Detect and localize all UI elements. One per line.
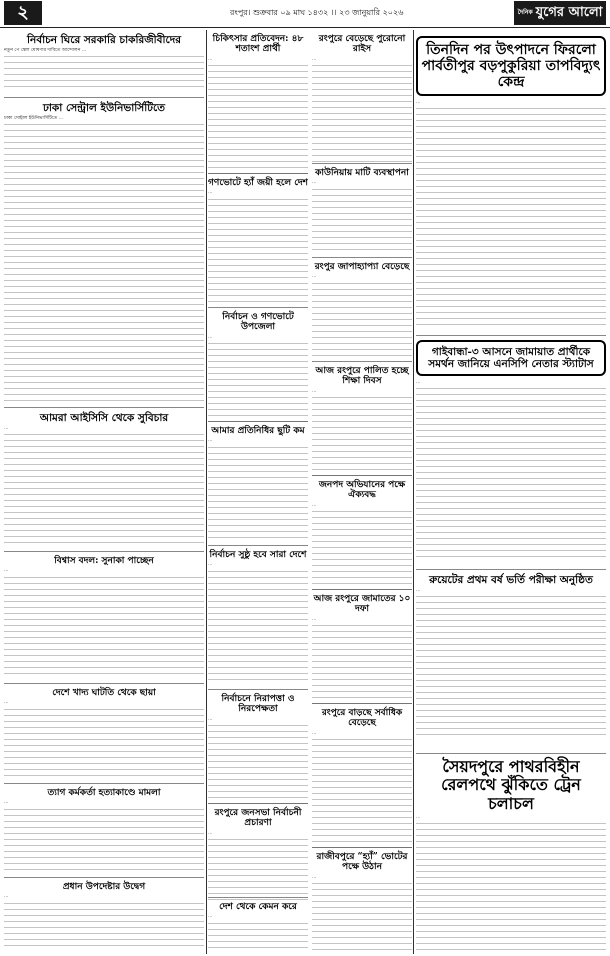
article	[416, 758, 606, 952]
article-headline: নির্বাচন ঘিরে সরকারি চাকরিজীবীদের	[26, 34, 182, 46]
article-body: ...	[208, 190, 213, 196]
article-body: নতুন পে স্কেল ঘোষণার দাবিতে আন্দোলন ...	[4, 48, 87, 54]
article-headline: দেশ থেকে কেমন করে	[219, 902, 297, 912]
article-body: ...	[4, 426, 9, 432]
body-text	[4, 434, 204, 546]
column-rule	[206, 30, 207, 954]
body-text	[312, 397, 412, 477]
article	[208, 34, 308, 174]
article-body: ...	[312, 730, 317, 736]
paper-title: যুগের আলো	[535, 5, 603, 20]
article	[312, 168, 412, 258]
article	[4, 788, 204, 878]
article-headline: আমরা আইসিসি থেকে সুবিচার	[39, 412, 169, 424]
article-body: ...	[416, 100, 421, 106]
article-headline: রংপুর জাপাহ্যাপ্যা বেড়েছে	[314, 262, 410, 272]
article	[208, 312, 308, 422]
article-body: ...	[312, 56, 317, 62]
body-text	[416, 108, 606, 328]
column-rule	[413, 30, 414, 954]
article-body: ...	[312, 180, 317, 186]
article-headline: ঢাকা সেন্ট্রাল ইউনিভার্সিটিতে	[42, 102, 166, 114]
article-headline: রুয়েটের প্রথম বর্ষ ভর্তি পরীক্ষা অনুষ্ঠিত	[429, 574, 593, 586]
article-headline: কাউনিয়ায় মাটি ব্যবস্থাপনা	[315, 168, 409, 178]
article	[4, 882, 204, 952]
body-text	[312, 883, 412, 952]
body-text	[4, 809, 204, 873]
article-headline: আজ রংপুরে জামাতের ১০ দফা	[313, 594, 411, 615]
article	[312, 708, 412, 848]
article-headline: বিশ্বাস বদল: সুনাকা পাচ্ছেন	[54, 556, 154, 566]
article-body: ...	[312, 502, 317, 508]
article-headline: ত্যাগ কর্মকর্তা হত্যাকাণ্ডে মামলা	[47, 788, 161, 798]
article-body: ...	[312, 274, 317, 280]
body-text	[416, 823, 606, 952]
article-headline: দেশে খাদ্য ঘাটতি থেকে ছায়া	[52, 688, 156, 698]
article	[312, 262, 412, 362]
column-left	[4, 32, 204, 952]
body-text	[208, 65, 308, 175]
article	[4, 102, 204, 408]
article	[312, 852, 412, 952]
article	[4, 412, 204, 552]
article	[416, 574, 606, 754]
article-body: ...	[312, 874, 317, 880]
body-text	[208, 343, 308, 427]
article-headline: তিনদিন পর উৎপাদনে ফিরলো পার্বতীপুর বড়পুকুরিয়া তাপবিদ্যুৎ কেন্দ্র	[416, 36, 606, 96]
body-text	[312, 511, 412, 591]
body-text	[312, 189, 412, 253]
article-headline: আজ রংপুরে পালিত হচ্ছে শিক্ষা দিবস	[315, 366, 409, 387]
article-body: ...	[312, 616, 317, 622]
article-body: ঢাকা সেন্ট্রাল ইউনিভার্সিটিতে ...	[4, 116, 63, 122]
article-body: ...	[4, 700, 9, 706]
body-text	[4, 577, 204, 677]
body-text	[4, 124, 204, 404]
masthead	[0, 0, 610, 28]
article-body: ...	[416, 815, 421, 821]
body-text	[208, 839, 308, 903]
article	[4, 556, 204, 684]
body-text	[312, 625, 412, 705]
paper-name	[514, 1, 606, 25]
article	[208, 808, 308, 898]
article	[312, 594, 412, 704]
article-headline: সৈয়দপুরে পাথরবিহীন রেলপথে ঝুঁকিতে ট্রেন চলাচল	[441, 757, 581, 813]
article	[416, 36, 606, 336]
page-number: ২	[4, 1, 42, 25]
article	[312, 366, 412, 476]
article-body: ...	[208, 334, 213, 340]
article-body: ...	[4, 894, 9, 900]
article	[208, 902, 308, 952]
article-headline: গাইবান্ধা-৩ আসনে জামায়াত প্রার্থীকে সমর্থন জানিয়ে এনসিপি নেতার স্ট্যাটাস	[416, 340, 606, 376]
article-body: ...	[208, 438, 213, 444]
article	[208, 426, 308, 546]
article-body: ...	[208, 716, 213, 722]
article-body: ...	[416, 380, 421, 386]
body-text	[208, 725, 308, 809]
column-right	[416, 32, 606, 952]
body-text	[416, 596, 606, 736]
body-text	[4, 56, 204, 92]
article	[312, 34, 412, 164]
body-text	[312, 283, 412, 357]
article-body: ...	[208, 914, 213, 920]
article-headline: রাজীবপুরে “হ্যাঁ” ভোটের পক্ষে উঠান	[316, 852, 408, 873]
article-body: ...	[208, 56, 213, 62]
body-text	[208, 923, 308, 952]
article-body: ...	[312, 388, 317, 394]
body-text	[312, 65, 412, 165]
article	[208, 550, 308, 690]
article-headline: নির্বাচন সুষ্ঠু হবে সারা দেশে	[209, 550, 307, 560]
body-text	[4, 709, 204, 779]
article	[416, 340, 606, 570]
article-headline: আমার প্রতিনিধির ছুটি কম	[211, 426, 305, 436]
article	[312, 480, 412, 590]
body-text	[312, 739, 412, 849]
article-headline: রংপুরে বেড়েছে পুরোনো রাইস	[318, 34, 406, 55]
article-headline: চিকিৎসার প্রতিবেদন: ৪৮ শতাংশ প্রার্থী	[212, 34, 304, 55]
body-text	[208, 447, 308, 541]
article-headline: রংপুরে বাড়ছে সর্বাধিক বেড়েছে	[321, 708, 403, 729]
paper-prefix: দৈনিক	[517, 9, 533, 16]
article-body: ...	[208, 830, 213, 836]
article	[208, 694, 308, 804]
article	[4, 688, 204, 784]
body-text	[208, 199, 308, 303]
article-headline: নির্বাচনে নিরাপত্তা ও নিরপেক্ষতা	[221, 694, 295, 715]
article-headline: রংপুরে জনসভা নির্বাচনী প্রচারণা	[214, 808, 302, 829]
article	[208, 178, 308, 308]
body-text	[416, 388, 606, 558]
body-text	[4, 903, 204, 947]
column-middle	[208, 32, 412, 952]
dateline: রংপুর। শুক্রবার ০৯ মাঘ ১৪৩২ ।। ২৩ জানুয়ারি ২০২৬	[230, 8, 404, 17]
article-headline: প্রধান উপদেষ্টার উদ্বেগ	[62, 882, 146, 892]
article-headline: জনপদ অভিযানের পক্ষে ঐক্যবদ্ধ	[318, 480, 406, 501]
article	[4, 34, 204, 98]
body-text	[208, 571, 308, 685]
article-body: ...	[208, 562, 213, 568]
article-body: ...	[416, 588, 421, 594]
article-headline: গণভোটে হ্যাঁ জয়ী হলে দেশ	[208, 178, 308, 188]
article-body: ...	[4, 800, 9, 806]
article-headline: নির্বাচন ও গণভোটে উপজেলা	[222, 312, 294, 333]
article-body: ...	[4, 568, 9, 574]
